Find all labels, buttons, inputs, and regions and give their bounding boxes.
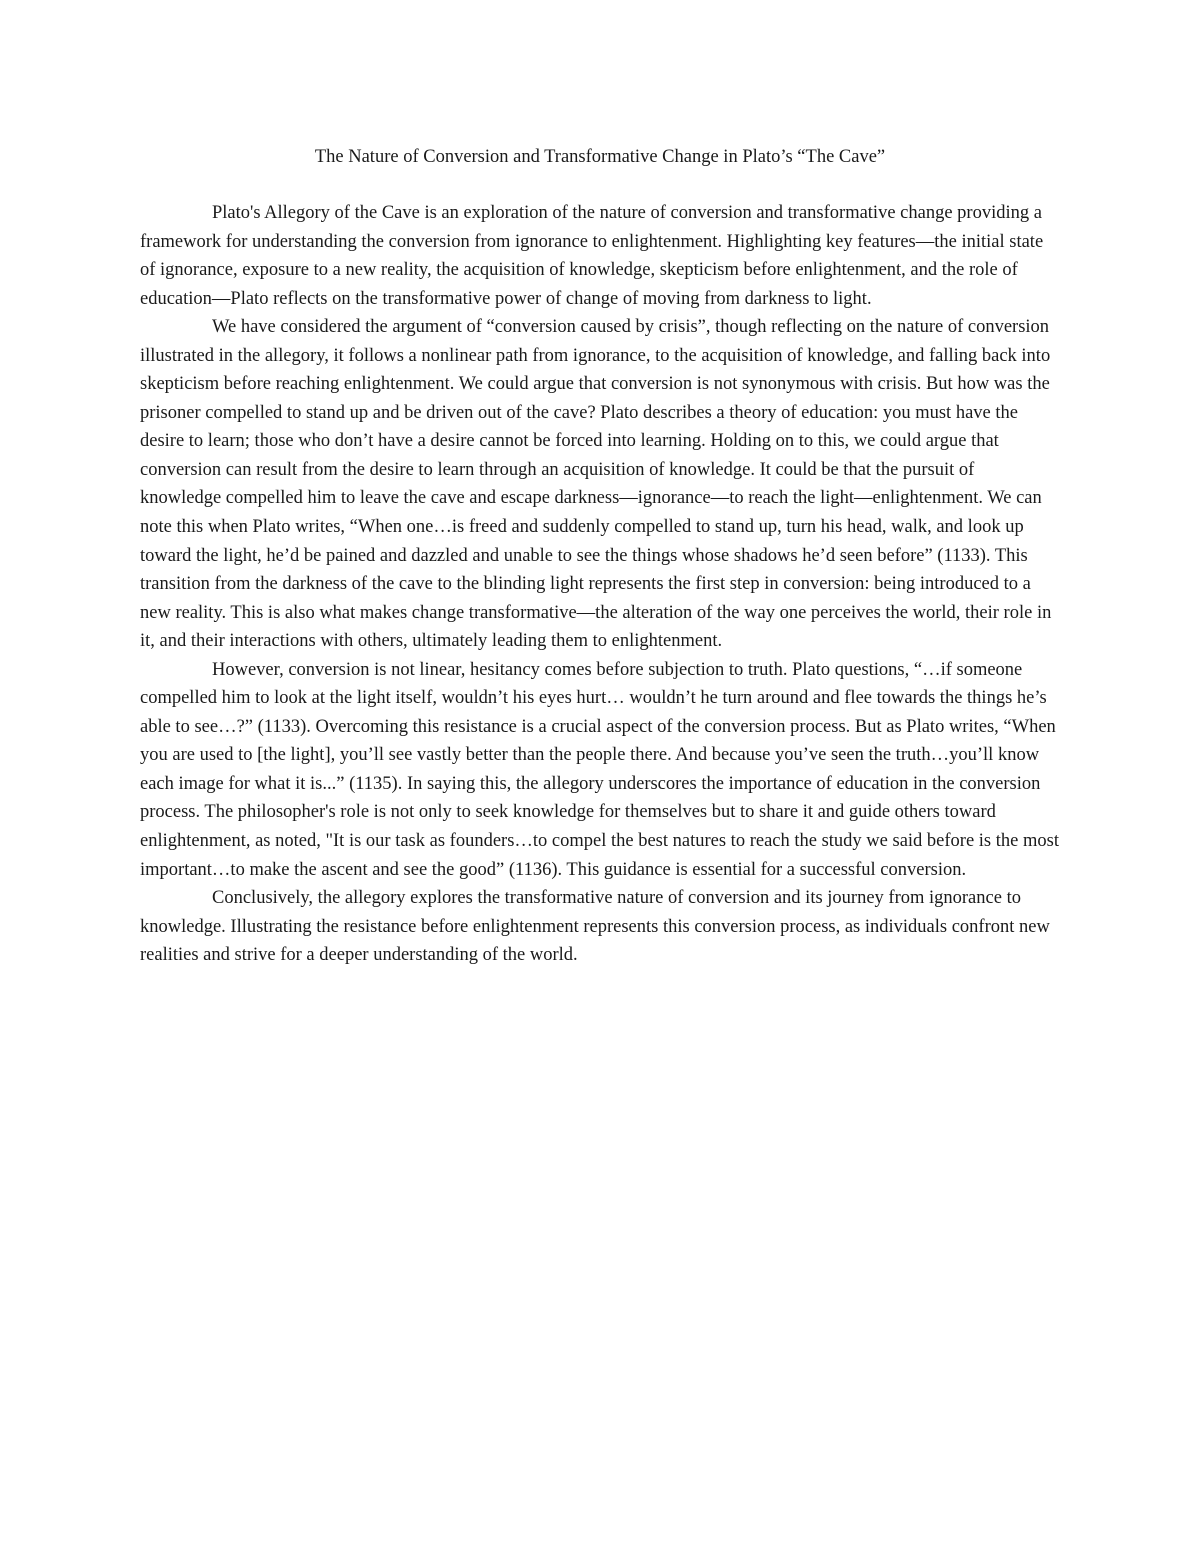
paragraph-conclusion: Conclusively, the allegory explores the transformative nature of conversion and its journey from ignorance to knowledge. Illustrating the resistance before enlightenment represents this conversion process, as individuals confront new realities and strive for a deeper understanding of the world. <box>140 888 1050 966</box>
document-body <box>140 199 1060 970</box>
paragraph-resistance: However, conversion is not linear, hesitancy comes before subjection to truth. Plato questions, “…if someone compelled him to look at the light itself, wouldn’t his eyes hurt… wouldn’t he turn around and flee towards the things he’s able to see…?” (1133). Overcoming this resistance is a crucial aspect of the conversion process. But as Plato writes, “When you are used to [the light], you’ll see vastly better than the people there. And because you’ve seen the truth…you’ll know each image for what it is...” (1135). In saying this, the allegory underscores the importance of education in the conversion process. The philosopher's role is not only to seek knowledge for themselves but to share it and guide others toward enlightenment, as noted, "It is our task as founders…to compel the best natures to reach the study we said before is the most important…to make the ascent and see the good” (1136). This guidance is essential for a successful conversion. <box>140 659 1059 880</box>
paragraph-introduction: Plato's Allegory of the Cave is an exploration of the nature of conversion and transformative change providing a framework for understanding the conversion from ignorance to enlightenment. Highlighting key features—the initial state of ignorance, exposure to a new reality, the acquisition of knowledge, skepticism before enlightenment, and the role of education—Plato reflects on the transformative power of change of moving from darkness to light. <box>140 203 1044 309</box>
document-title: The Nature of Conversion and Transformative Change in Plato’s “The Cave” <box>314 147 886 167</box>
paragraph-conversion-crisis: We have considered the argument of “conversion caused by crisis”, though reflecting on the nature of conversion illustrated in the allegory, it follows a nonlinear path from ignorance, to the acquisition of knowledge, and falling back into skepticism before reaching enlightenment. We could argue that conversion is not synonymous with crisis. But how was the prisoner compelled to stand up and be driven out of the cave? Plato describes a theory of education: you must have the desire to learn; those who don’t have a desire cannot be forced into learning. Holding on to this, we could argue that conversion can result from the desire to learn through an acquisition of knowledge. It could be that the pursuit of knowledge compelled him to leave the cave and escape darkness—ignorance—to reach the light—enlightenment. We can note this when Plato writes, “When one…is freed and suddenly compelled to stand up, turn his head, walk, and look up toward the light, he’d be pained and dazzled and unable to see the things whose shadows he’d seen before” (1133). This transition from the darkness of the cave to the blinding light represents the first step in conversion: being introduced to a new reality. This is also what makes change transformative—the alteration of the way one perceives the world, their role in it, and their interactions with others, ultimately leading them to enlightenment. <box>140 317 1052 652</box>
